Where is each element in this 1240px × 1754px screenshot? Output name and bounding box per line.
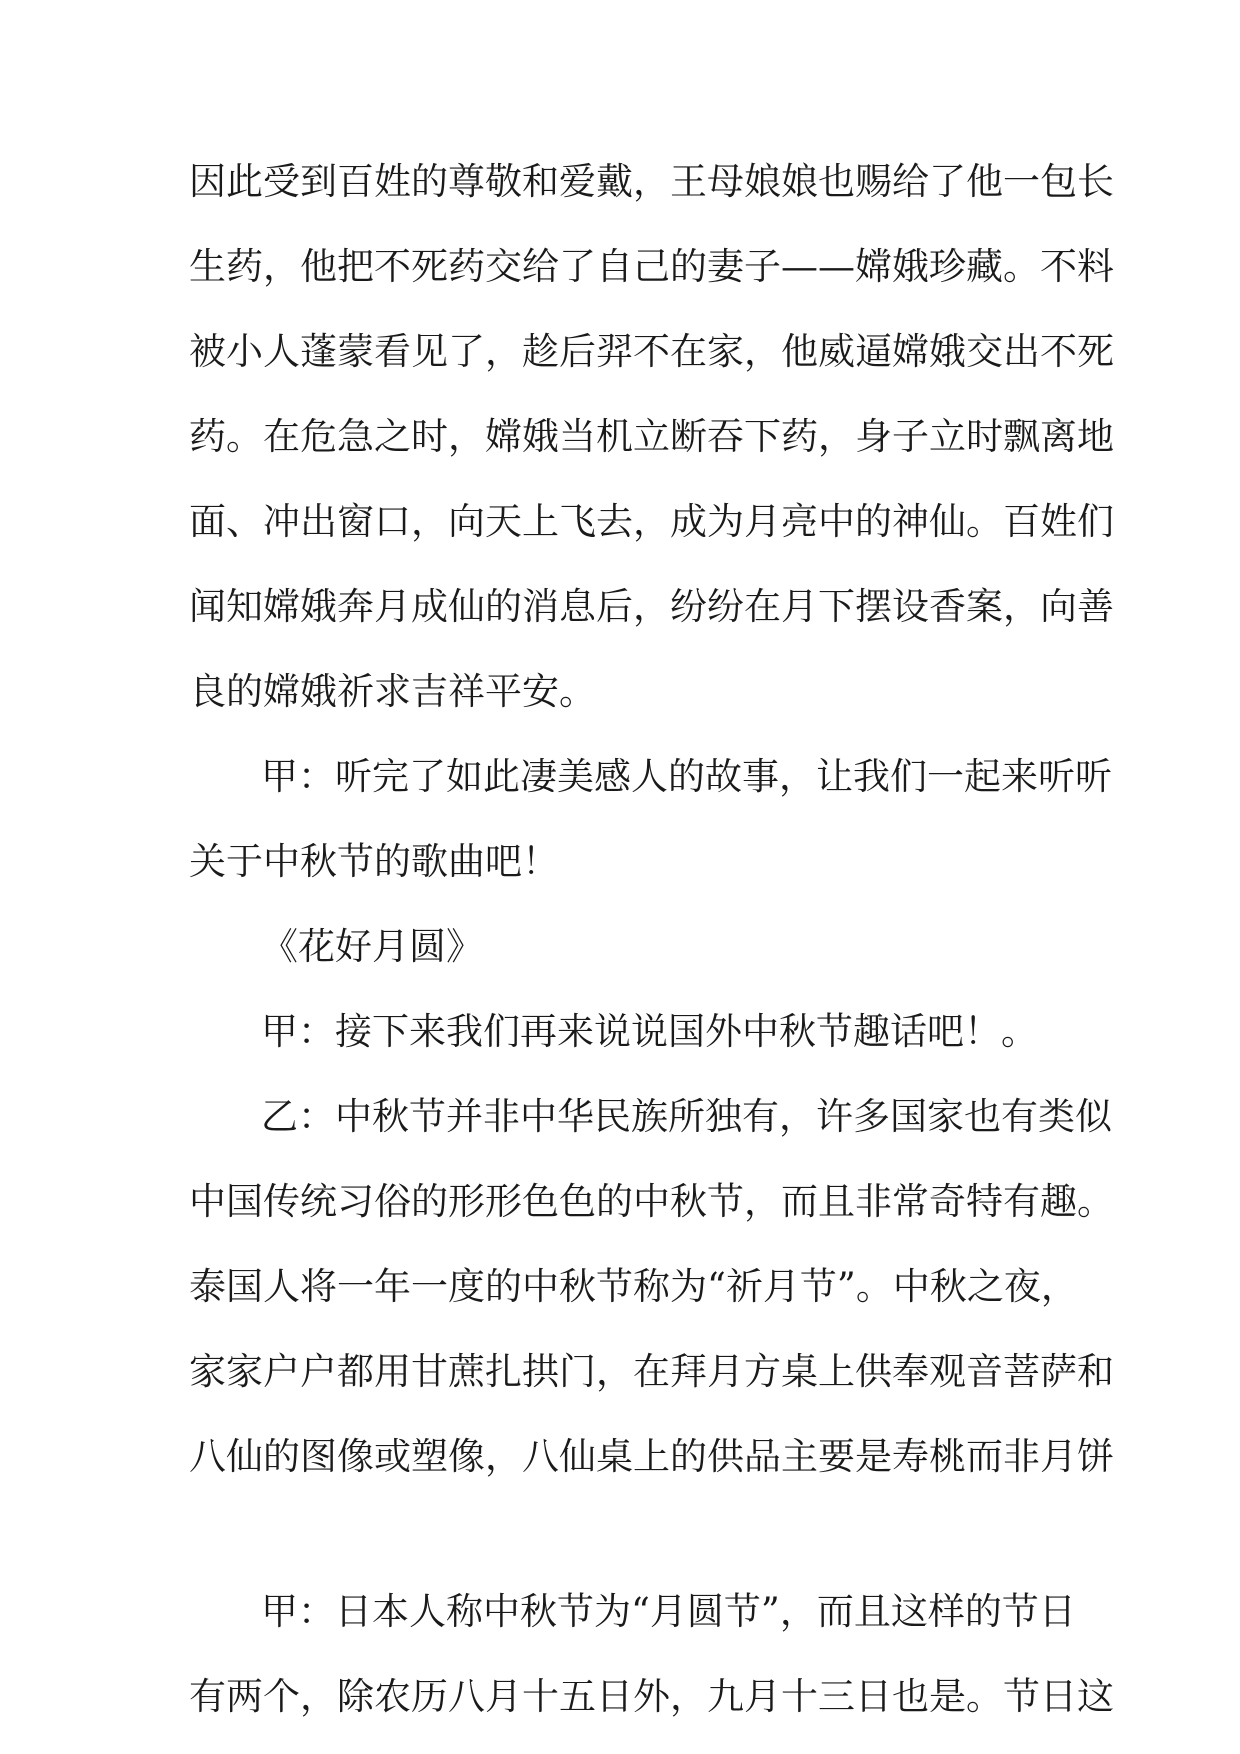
song-title: 《花好月圆》 bbox=[261, 925, 483, 968]
paragraph-line: 面、冲出窗口，向天上飞去，成为月亮中的神仙。百姓们 bbox=[189, 500, 1114, 543]
paragraph-line: 闻知嫦娥奔月成仙的消息后，纷纷在月下摆设香案，向善 bbox=[189, 585, 1114, 628]
dialogue-line: 甲：听完了如此凄美感人的故事，让我们一起来听听 bbox=[261, 755, 1112, 798]
paragraph-line: 有两个，除农历八月十五日外，九月十三日也是。节日这 bbox=[189, 1675, 1114, 1718]
paragraph-line: 中国传统习俗的形形色色的中秋节，而且非常奇特有趣。 bbox=[189, 1180, 1114, 1223]
paragraph-line: 泰国人将一年一度的中秋节称为“祈月节”。中秋之夜， bbox=[189, 1265, 1078, 1308]
paragraph-line: 良的嫦娥祈求吉祥平安。 bbox=[189, 670, 596, 713]
dialogue-line: 甲：接下来我们再来说说国外中秋节趣话吧！。 bbox=[261, 1010, 1038, 1053]
paragraph-line: 家家户户都用甘蔗扎拱门，在拜月方桌上供奉观音菩萨和 bbox=[189, 1350, 1114, 1393]
paragraph-line: 生药，他把不死药交给了自己的妻子——嫦娥珍藏。不料 bbox=[189, 245, 1114, 288]
paragraph-line: 被小人蓬蒙看见了，趁后羿不在家，他威逼嫦娥交出不死 bbox=[189, 330, 1114, 373]
paragraph-line: 关于中秋节的歌曲吧！ bbox=[189, 840, 559, 883]
dialogue-line: 乙：中秋节并非中华民族所独有，许多国家也有类似 bbox=[261, 1095, 1112, 1138]
paragraph-line: 八仙的图像或塑像，八仙桌上的供品主要是寿桃而非月饼 bbox=[189, 1435, 1114, 1478]
dialogue-line: 甲：日本人称中秋节为“月圆节”，而且这样的节日 bbox=[261, 1590, 1076, 1633]
paragraph-line: 因此受到百姓的尊敬和爱戴，王母娘娘也赐给了他一包长 bbox=[189, 160, 1114, 203]
paragraph-line: 药。在危急之时，嫦娥当机立断吞下药，身子立时飘离地 bbox=[189, 415, 1114, 458]
